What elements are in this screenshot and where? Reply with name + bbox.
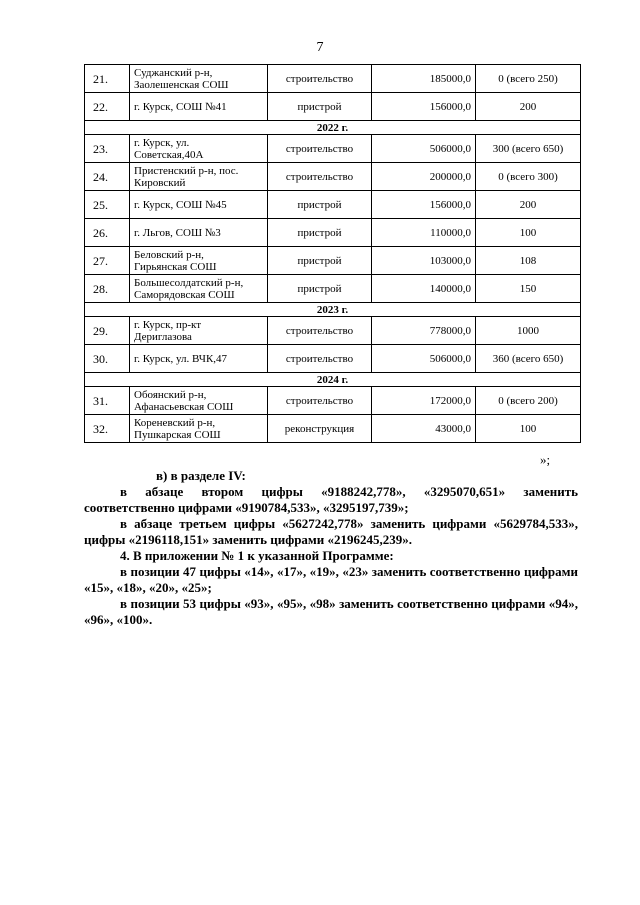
object-name-line: Афанасьевская СОШ: [134, 400, 234, 413]
work-type: пристрой: [268, 247, 372, 275]
object-name-line: Дериглазова: [134, 330, 192, 343]
funding-amount: 140000,0: [372, 275, 476, 303]
paragraph: в абзаце втором цифры «9188242,778», «3295070,651» заменить соответственно цифрами «9190784,533», «3295197,739»;: [84, 484, 578, 515]
paragraph: в позиции 47 цифры «14», «17», «19», «23» заменить соответственно цифрами «15», «18», «20», «25»;: [84, 564, 578, 595]
object-name-line: Кореневский р-н,: [134, 416, 216, 429]
object-name: [130, 219, 268, 247]
table-row: [85, 345, 581, 373]
object-name-line: Кировский: [134, 176, 186, 189]
year-header: 2024 г.: [85, 373, 581, 387]
row-number: 28.: [85, 275, 130, 303]
paragraph: 4. В приложении № 1 к указанной Программе:: [120, 548, 394, 563]
object-name-line: г. Курск, ул. ВЧК,47: [134, 352, 228, 365]
funding-amount: 185000,0: [372, 65, 476, 93]
work-type: пристрой: [268, 219, 372, 247]
funding-amount: 156000,0: [372, 93, 476, 121]
work-type: пристрой: [268, 93, 372, 121]
row-number: 26.: [85, 219, 130, 247]
row-number: 29.: [85, 317, 130, 345]
object-name-line: г. Курск, ул.: [134, 136, 190, 149]
year-header: 2022 г.: [85, 121, 581, 135]
row-number: 24.: [85, 163, 130, 191]
object-name-line: Беловский р-н,: [134, 248, 204, 261]
object-name-line: Суджанский р-н,: [134, 66, 213, 79]
schools-table: [84, 64, 581, 443]
seats-count: 200: [476, 191, 581, 219]
funding-amount: 156000,0: [372, 191, 476, 219]
table-row: [85, 317, 581, 345]
paragraph: в позиции 53 цифры «93», «95», «98» заменить соответственно цифрами «94», «96», «100».: [84, 596, 578, 627]
table-row: [85, 163, 581, 191]
object-name-line: Пристенский р-н, пос.: [134, 164, 239, 177]
object-name: [130, 65, 268, 93]
row-number: 23.: [85, 135, 130, 163]
object-name: [130, 93, 268, 121]
work-type: пристрой: [268, 191, 372, 219]
object-name-line: г. Курск, пр-кт: [134, 318, 202, 331]
funding-amount: 506000,0: [372, 345, 476, 373]
object-name-line: Пушкарская СОШ: [134, 428, 221, 441]
seats-count: 0 (всего 200): [476, 387, 581, 415]
year-header-row: [85, 373, 581, 387]
object-name-line: Советская,40А: [134, 148, 204, 161]
seats-count: 0 (всего 250): [476, 65, 581, 93]
funding-amount: 506000,0: [372, 135, 476, 163]
row-number: 25.: [85, 191, 130, 219]
object-name-line: Саморядовская СОШ: [134, 288, 235, 301]
object-name: [130, 317, 268, 345]
object-name: [130, 191, 268, 219]
funding-amount: 43000,0: [372, 415, 476, 443]
seats-count: 0 (всего 300): [476, 163, 581, 191]
seats-count: 360 (всего 650): [476, 345, 581, 373]
funding-amount: 172000,0: [372, 387, 476, 415]
seats-count: 150: [476, 275, 581, 303]
row-number: 30.: [85, 345, 130, 373]
table-row: [85, 65, 581, 93]
seats-count: 300 (всего 650): [476, 135, 581, 163]
row-number: 31.: [85, 387, 130, 415]
table-row: [85, 93, 581, 121]
object-name-line: г. Курск, СОШ №41: [134, 100, 227, 113]
work-type: строительство: [268, 65, 372, 93]
row-number: 27.: [85, 247, 130, 275]
work-type: строительство: [268, 163, 372, 191]
object-name-line: Гирьянская СОШ: [134, 260, 217, 273]
object-name: [130, 345, 268, 373]
funding-amount: 103000,0: [372, 247, 476, 275]
work-type: пристрой: [268, 275, 372, 303]
object-name-line: Обоянский р-н,: [134, 388, 207, 401]
table-row: [85, 387, 581, 415]
row-number: 22.: [85, 93, 130, 121]
row-number: 32.: [85, 415, 130, 443]
seats-count: 100: [476, 219, 581, 247]
object-name: [130, 163, 268, 191]
object-name-line: г. Льгов, СОШ №3: [134, 226, 221, 239]
funding-amount: 778000,0: [372, 317, 476, 345]
object-name-line: Большесолдатский р-н,: [134, 276, 244, 289]
object-name-line: Заолешенская СОШ: [134, 78, 229, 91]
work-type: реконструкция: [268, 415, 372, 443]
amendment-text: [84, 464, 578, 628]
object-name: [130, 247, 268, 275]
table-row: [85, 191, 581, 219]
object-name-line: г. Курск, СОШ №45: [134, 198, 227, 211]
seats-count: 1000: [476, 317, 581, 345]
table-row: [85, 135, 581, 163]
seats-count: 108: [476, 247, 581, 275]
work-type: строительство: [268, 135, 372, 163]
table-row: [85, 415, 581, 443]
work-type: строительство: [268, 317, 372, 345]
funding-amount: 110000,0: [372, 219, 476, 247]
work-type: строительство: [268, 345, 372, 373]
paragraph: в абзаце третьем цифры «5627242,778» заменить цифрами «5629784,533», цифры «2196118,151» заменить цифрами «2196245,239».: [84, 516, 578, 547]
page-number: 7: [316, 40, 324, 55]
object-name: [130, 135, 268, 163]
table-row: [85, 275, 581, 303]
work-type: строительство: [268, 387, 372, 415]
year-header-row: [85, 121, 581, 135]
seats-count: 200: [476, 93, 581, 121]
funding-amount: 200000,0: [372, 163, 476, 191]
year-header: 2023 г.: [85, 303, 581, 317]
paragraph: в) в разделе IV:: [156, 468, 246, 483]
table-row: [85, 247, 581, 275]
year-header-row: [85, 303, 581, 317]
object-name: [130, 415, 268, 443]
table-row: [85, 219, 581, 247]
seats-count: 100: [476, 415, 581, 443]
row-number: 21.: [85, 65, 130, 93]
object-name: [130, 275, 268, 303]
closing-quote: »;: [540, 452, 551, 467]
object-name: [130, 387, 268, 415]
